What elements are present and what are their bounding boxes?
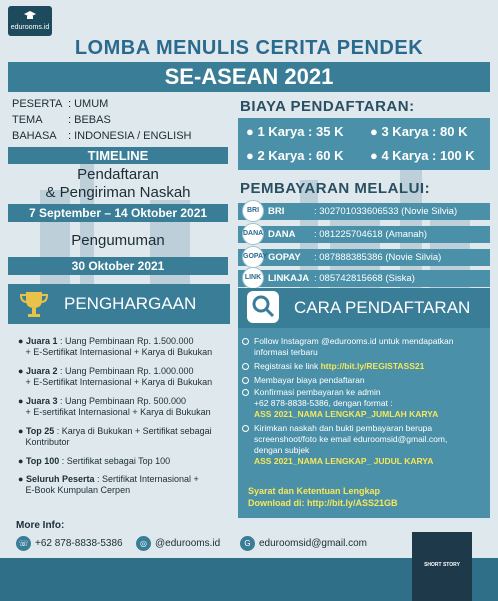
list-item: ● Juara 2 : Uang Pembinaan Rp. 1.000.000 + E-Sertifikat Internasional + Karya di Bukukan	[18, 366, 213, 387]
registration-steps	[238, 328, 490, 518]
payment-row-linkaja: LINKAJA : 085742815668 (Siska)	[238, 270, 490, 287]
competition-subtitle: SE-ASEAN 2021	[8, 62, 490, 92]
whatsapp-icon: ☏	[16, 536, 31, 551]
step-pay: Membayar biaya pendaftaran	[254, 375, 365, 385]
logo-text: edurooms.id	[10, 24, 50, 31]
email-contact[interactable]: G eduroomsid@gmail.com	[240, 534, 367, 554]
fee-item: ● 4 Karya : 100 K	[370, 148, 475, 163]
step-register: Registrasi ke link http://bit.ly/REGISTASS21	[254, 361, 425, 371]
magnifier-icon	[246, 290, 280, 324]
registration-link[interactable]: http://bit.ly/REGISTASS21	[320, 361, 425, 371]
instagram-icon: ◎	[136, 536, 151, 551]
short-story-book: SHORT STORY	[412, 532, 472, 601]
timeline-phase1-line1: Pendaftaran	[77, 166, 159, 183]
registration-heading: CARA PENDAFTARAN	[294, 298, 471, 317]
step-confirm: Konfirmasi pembayaran ke admin +62 878-8838-5386, dengan format : ASS 2021_NAMA LENGKAP_JUMLAH KARYA	[254, 387, 439, 419]
list-item: ● Top 25 : Karya di Bukukan + Sertifikat sebagai Kontributor	[18, 426, 212, 447]
awards-heading: PENGHARGAAN	[64, 294, 197, 313]
payment-row-gopay: GOPAY : 087888385386 (Novie Silvia)	[238, 249, 490, 266]
terms-label: Syarat dan Ketentuan Lengkap	[248, 486, 381, 496]
info-theme: TEMA : BEBAS	[12, 114, 111, 126]
competition-title: LOMBA MENULIS CERITA PENDEK	[74, 37, 424, 59]
timeline-phase1-dates: 7 September – 14 Oktober 2021	[8, 204, 228, 222]
step-follow: Follow Instagram @edurooms.id untuk mendapatkan informasi terbaru	[254, 336, 454, 357]
bri-icon: BRI	[242, 200, 264, 222]
registration-header	[238, 288, 490, 328]
trophy-icon	[18, 288, 50, 320]
awards-list	[8, 328, 230, 512]
info-language: BAHASA : INDONESIA / ENGLISH	[12, 130, 192, 142]
info-participant: PESERTA : UMUM	[12, 98, 109, 110]
edurooms-logo	[8, 6, 52, 36]
fee-item: ● 2 Karya : 60 K	[246, 148, 344, 163]
timeline-phase2-label: Pengumuman	[71, 232, 165, 249]
list-item: ● Juara 1 : Uang Pembinaan Rp. 1.500.000 + E-Sertifikat Internasional + Karya di Bukukan	[18, 336, 213, 357]
fee-item: ● 3 Karya : 80 K	[370, 124, 468, 139]
timeline-phase1-line2: & Pengiriman Naskah	[45, 184, 191, 201]
list-item: ● Seluruh Peserta : Sertifikat Internasional + E-Book Kumpulan Cerpen	[18, 474, 199, 495]
payment-heading: PEMBAYARAN MELALUI:	[240, 180, 431, 197]
payment-row-dana: DANA : 081225704618 (Amanah)	[238, 226, 490, 243]
more-info-heading: More Info:	[16, 520, 65, 531]
instagram-contact[interactable]: ◎ @edurooms.id	[136, 534, 220, 554]
dana-icon: DANA	[242, 223, 264, 245]
fee-item: ● 1 Karya : 35 K	[246, 124, 344, 139]
list-item: ● Top 100 : Sertifikat sebagai Top 100	[18, 456, 171, 466]
awards-header	[8, 284, 230, 324]
download-link[interactable]: http://bit.ly/ASS21GB	[307, 498, 398, 508]
timeline-heading: TIMELINE	[8, 147, 228, 164]
fees-panel	[238, 118, 490, 170]
linkaja-icon: LINK	[242, 267, 264, 289]
graduation-cap-icon	[24, 10, 36, 22]
download-line: Download di: http://bit.ly/ASS21GB	[248, 498, 398, 508]
step-submit: Kirimkan naskah dan bukti pembayaran berupa screenshoot/foto ke email eduroomsid@gmail.com, dengan subjek ASS 2021_NAMA LENGKAP_ JUDUL KARYA	[254, 423, 448, 466]
whatsapp-contact[interactable]: ☏ +62 878-8838-5386	[16, 534, 123, 554]
gopay-icon: GOPAY	[242, 246, 264, 268]
fees-heading: BIAYA PENDAFTARAN:	[240, 98, 415, 115]
google-icon: G	[240, 536, 255, 551]
timeline-phase2-date: 30 Oktober 2021	[8, 257, 228, 275]
payment-row-bri: BRI : 302701033606533 (Novie Silvia)	[238, 203, 490, 220]
list-item: ● Juara 3 : Uang Pembinaan Rp. 500.000 + E-sertifikat Internasional + Karya di Bukukan	[18, 396, 211, 417]
